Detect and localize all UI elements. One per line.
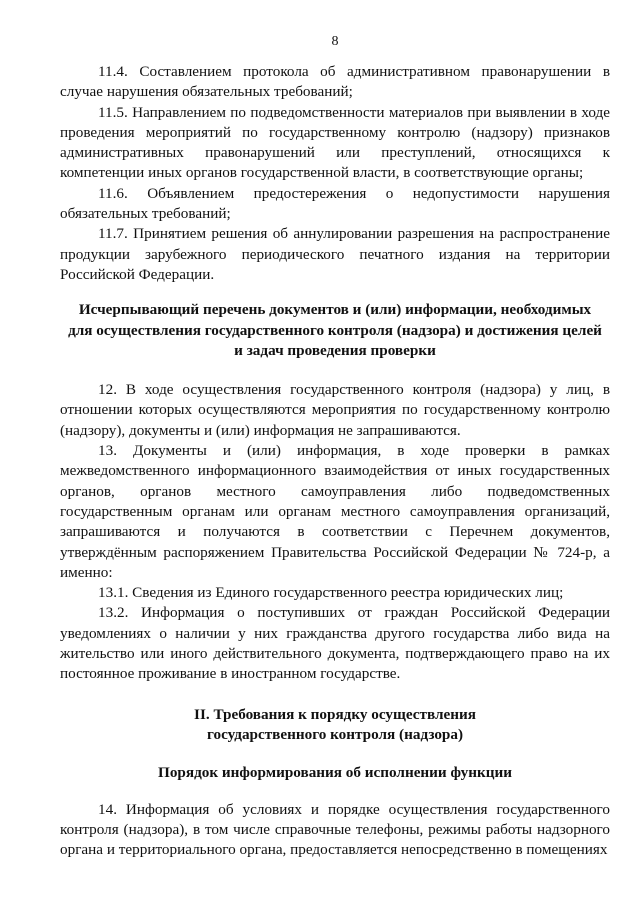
paragraph-13: 13. Документы и (или) информация, в ходе проверки в рамках межведомственного информационного взаимодействия от иных государственных органов, органов местного самоуправления либо подведомственных государственным органам или органам местного самоуправления организаций, запрашиваются и получаются в соответствии с Перечнем документов, утверждённым распоряжением Правительства Российской Федерации № 724-р, а именно: (60, 442, 610, 581)
section-heading-ii: II. Требования к порядку осуществления государственного контроля (надзора) (194, 705, 476, 743)
paragraph-12: 12. В ходе осуществления государственного контроля (надзора) у лиц, в отношении которых осуществляются мероприятия по государственному контролю (надзору), документы и (или) информация не запрашиваются. (60, 381, 610, 439)
heading-documents-list: Исчерпывающий перечень документов и (или) информации, необходимых для осуществления государственного контроля (надзора) и достижения целей и задач проведения проверки (68, 301, 602, 359)
paragraph-13-1: 13.1. Сведения из Единого государственного реестра юридических лиц; (98, 584, 564, 602)
page-number: 8 (331, 34, 339, 49)
paragraph-11-6: 11.6. Объявлением предостережения о недопустимости нарушения обязательных требований; (60, 184, 610, 223)
paragraph-11-5: 11.5. Направлением по подведомственности материалов при выявлении в ходе проведения мероприятий по государственному контролю (надзору) признаков административных правонарушений или преступлений, относящихся к компетенции иных органов государственной власти, в соответствующие органы; (60, 103, 610, 182)
subsection-heading-informing: Порядок информирования об исполнении функции (158, 764, 512, 782)
paragraph-13-2: 13.2. Информация о поступивших от граждан Российской Федерации уведомлениях о наличии у них гражданства другого государства либо вида на жительство или иного действительного документа, подтверждающего право на их постоянное проживание в иностранном государстве. (60, 604, 610, 683)
paragraph-11-4: 11.4. Составлением протокола об административном правонарушении в случае нарушения обязательных требований; (60, 63, 610, 101)
paragraph-14: 14. Информация об условиях и порядке осуществления государственного контроля (надзора), в том числе справочные телефоны, режимы работы надзорного органа и территориального органа, предоставляется непосредственно в помещениях (60, 800, 610, 859)
paragraph-11-7: 11.7. Принятием решения об аннулировании разрешения на распространение продукции зарубежного периодического печатного издания на территории Российской Федерации. (60, 225, 610, 283)
